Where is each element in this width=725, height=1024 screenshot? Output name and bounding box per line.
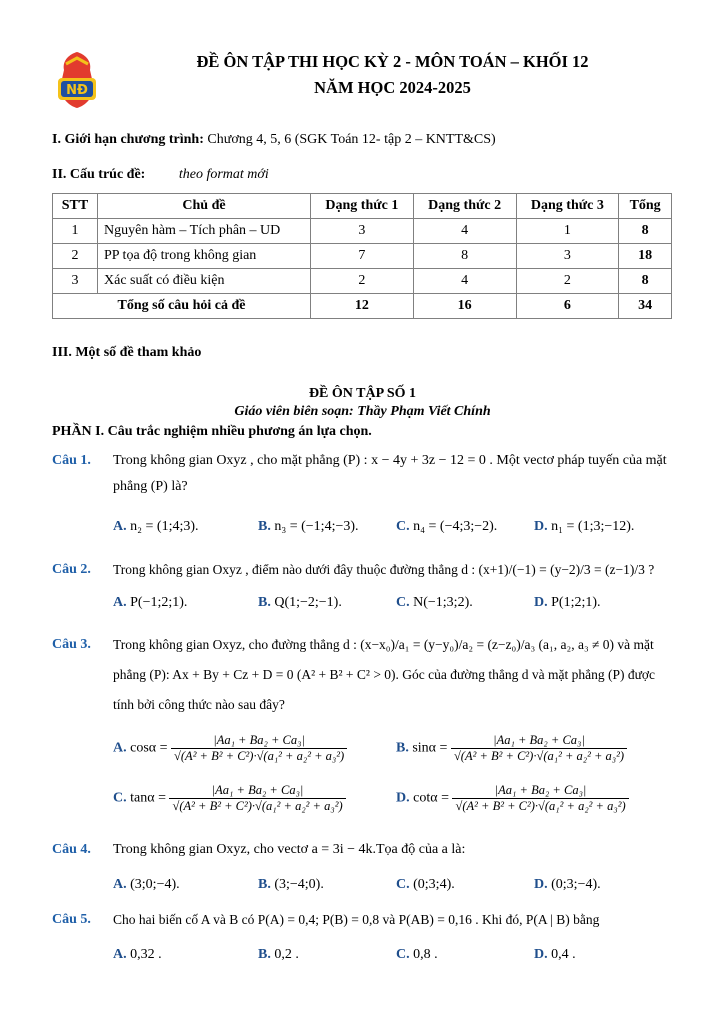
option-value: 0,2 . [274,947,299,962]
table-header: Dạng thức 1 [311,194,414,219]
table-cell: 12 [311,294,414,319]
answer-option [396,595,473,611]
table-cell: 3 [53,269,98,294]
table-cell: Nguyên hàm – Tích phân – UD [98,219,311,244]
question-number: Câu 1. [52,453,91,468]
question-number: Câu 2. [52,562,91,577]
option-letter: D. [534,519,552,534]
option-value: (3;−4;0). [274,877,324,892]
option-value: Q(1;−2;−1). [274,595,342,610]
option-value: n₁ = (1;3;−12). [551,519,635,534]
table-cell: 2 [516,269,619,294]
option-letter: A. [113,877,131,892]
formula-fraction [169,783,345,814]
answer-option-d: D. cotα = $\frac{\text{|Aa₁ + Ba₂ + Ca₃|}}{\text{√(A² + B² + C²)·√(a₁² + a₂² + a₃²)}}$ [396,783,629,814]
option-letter: B. [396,740,413,756]
answer-option [396,519,497,535]
answer-option [534,877,601,893]
option-label [113,741,156,756]
table-header: Dạng thức 2 [413,194,516,219]
option-value: tanα [130,790,155,806]
option-letter: D. [396,790,414,806]
option-value: (3;0;−4). [130,877,180,892]
section-1-text: Chương 4, 5, 6 (SGK Toán 12- tập 2 – KNTT&CS) [207,132,496,147]
section-3-label: III. Một số đề tham khảo [52,345,202,360]
table-cell: 3 [311,219,414,244]
table-header: STT [53,194,98,219]
table-cell: Tổng số câu hỏi cả đề [53,294,311,319]
formula-fraction [171,733,347,764]
answer-option [258,947,299,963]
formula-denominator: √(A² + B² + C²)·√(a₁² + a₂² + a₃²) [455,799,626,813]
answer-option [113,519,199,535]
option-letter: B. [258,595,275,610]
option-letter: C. [113,790,131,806]
table-cell: 18 [619,244,672,269]
table-cell: 8 [619,269,672,294]
option-value: 0,4 . [551,947,576,962]
question-number: Câu 5. [52,912,91,927]
option-letter: C. [396,519,414,534]
table-cell: 8 [619,219,672,244]
table-cell: 16 [413,294,516,319]
option-letter: C. [396,947,414,962]
option-value: P(1;2;1). [551,595,601,610]
table-total-row [53,294,672,319]
table-header: Dạng thức 3 [516,194,619,219]
option-letter: C. [396,877,414,892]
formula-denominator: √(A² + B² + C²)·√(a₁² + a₂² + a₃²) [174,749,345,763]
formula-numerator: |Aa₁ + Ba₂ + Ca₃| [169,783,345,799]
table-cell: 8 [413,244,516,269]
answer-option [396,877,455,893]
exam-author: Giáo viên biên soạn: Thầy Phạm Viết Chính [234,404,491,419]
answer-option [534,519,634,535]
table-cell: 3 [516,244,619,269]
question-text: Cho hai biến cố A và B có P(A) = 0,4; P(B) = 0,8 và P(AB) = 0,16 . Khi đó, P(A | B) bằng [113,912,600,927]
section-2-text: theo format mới [178,167,269,182]
option-letter: B. [258,877,275,892]
answer-option [534,947,576,963]
table-cell: 4 [413,269,516,294]
option-label [113,791,155,806]
option-value: cotα [413,790,438,806]
answer-option [258,519,359,535]
section-1 [52,132,496,148]
option-letter: B. [258,947,275,962]
option-value: N(−1;3;2). [413,595,473,610]
answer-option [258,877,324,893]
table-row [53,244,672,269]
option-letter: D. [534,877,552,892]
option-letter: D. [534,947,552,962]
answer-option-a: A. cosα = $\frac{\text{|Aa₁ + Ba₂ + Ca₃|}}{\text{√(A² + B² + C²)·√(a₁² + a₂² + a₃²)}}$ [113,733,347,764]
table-cell: 34 [619,294,672,319]
option-letter: A. [113,947,131,962]
table-cell: 7 [311,244,414,269]
option-value: 0,8 . [413,947,438,962]
formula-fraction [452,783,628,814]
document-title: ĐỀ ÔN TẬP THI HỌC KỲ 2 - MÔN TOÁN – KHỐI 12 [196,52,589,71]
formula-numerator: |Aa₁ + Ba₂ + Ca₃| [452,783,628,799]
question-number: Câu 3. [52,637,91,652]
formula-numerator: |Aa₁ + Ba₂ + Ca₃| [451,733,627,749]
option-value: n₂ = (1;4;3). [130,519,199,534]
table-header-row [53,194,672,219]
answer-option-b: B. sinα = $\frac{\text{|Aa₁ + Ba₂ + Ca₃|}}{\text{√(A² + B² + C²)·√(a₁² + a₂² + a₃²)}}$ [396,733,627,764]
table-row [53,219,672,244]
exam-part-heading: PHẦN I. Câu trắc nghiệm nhiều phương án lựa chọn. [52,424,372,439]
table-cell: 2 [53,244,98,269]
option-letter: C. [396,595,414,610]
structure-table [52,193,672,319]
answer-option [396,947,438,963]
table-row [53,269,672,294]
school-year: NĂM HỌC 2024-2025 [314,78,471,97]
question-text: Trong không gian Oxyz , cho mặt phẳng (P) : x − 4y + 3z − 12 = 0 . Một vectơ pháp tuyến của mặt phẳng (P) là? [113,453,667,494]
option-letter: B. [258,519,275,534]
option-letter: D. [534,595,552,610]
formula-fraction [451,733,627,764]
option-value: 0,32 . [130,947,162,962]
formula-denominator: √(A² + B² + C²)·√(a₁² + a₂² + a₃²) [453,749,625,763]
question-number: Câu 4. [52,842,91,857]
option-value: sinα [412,740,437,756]
table-cell: PP tọa độ trong không gian [98,244,311,269]
option-value: n₄ = (−4;3;−2). [413,519,498,534]
answer-option [113,595,187,611]
table-cell: Xác suất có điều kiện [98,269,311,294]
option-value: cosα [130,740,157,756]
table-header: Chủ đề [98,194,311,219]
formula-numerator: |Aa₁ + Ba₂ + Ca₃| [171,733,347,749]
option-label [396,791,438,806]
table-cell: 1 [516,219,619,244]
option-value: n₃ = (−1;4;−3). [274,519,359,534]
section-2-label: II. Cấu trúc đề: [52,167,146,182]
exam-title: ĐỀ ÔN TẬP SỐ 1 [308,386,417,401]
table-header: Tổng [619,194,672,219]
option-value: (0;3;4). [413,877,455,892]
question-text: Trong không gian Oxyz, cho đường thẳng d : (x−x₀)/a₁ = (y−y₀)/a₂ = (z−z₀)/a₃ (a₁, a₂, a₃ ≠ 0) và mặt phẳng (P): Ax + By + Cz + D = 0 (A² + B² + C² > 0). Góc của đường thẳng d và mặt phẳng (P) được tính bởi công thức nào sau đây? [113,637,656,712]
answer-option [113,947,162,963]
option-value: P(−1;2;1). [130,595,188,610]
answer-option [534,595,601,611]
section-2 [52,167,269,183]
table-cell: 4 [413,219,516,244]
table-cell: 1 [53,219,98,244]
option-letter: A. [113,740,131,756]
option-label [396,741,436,756]
option-letter: A. [113,595,131,610]
question-text: Trong không gian Oxyz, cho vectơ a = 3i − 4k.Tọa độ của a là: [113,842,466,857]
answer-option [113,877,180,893]
option-value: (0;3;−4). [551,877,601,892]
option-letter: A. [113,519,131,534]
section-1-label: I. Giới hạn chương trình: [52,132,204,147]
svg-text:NĐ: NĐ [66,83,88,98]
question-text: Trong không gian Oxyz , điểm nào dưới đây thuộc đường thẳng d : (x+1)/(−1) = (y−2)/3 = (z−1)/3 ? [113,562,655,577]
formula-denominator: √(A² + B² + C²)·√(a₁² + a₂² + a₃²) [172,799,343,813]
table-cell: 6 [516,294,619,319]
answer-option-c: C. tanα = $\frac{\text{|Aa₁ + Ba₂ + Ca₃|}}{\text{√(A² + B² + C²)·√(a₁² + a₂² + a₃²)}}$ [113,783,346,814]
table-cell: 2 [311,269,414,294]
answer-option [258,595,342,611]
